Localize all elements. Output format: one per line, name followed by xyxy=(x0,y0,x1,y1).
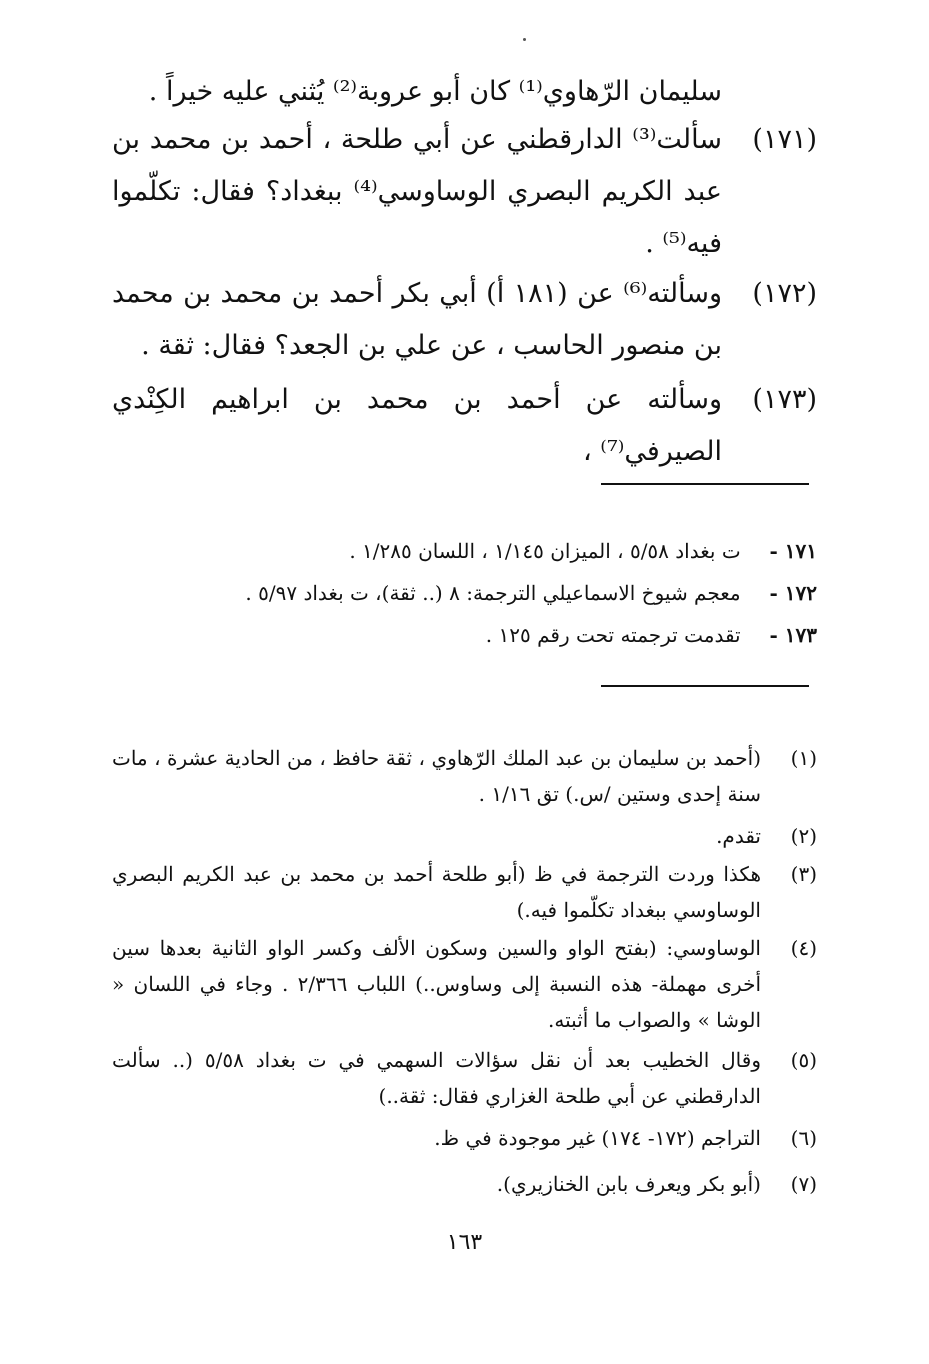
footnote-text: وقال الخطيب بعد أن نقل سؤالات السهمي في ت بغداد ٥/٥٨ (.. سألت الدارقطني عن أبي طلحة الغزاري فقال: ثقة..) xyxy=(112,1048,761,1108)
footnote-number: (١) xyxy=(790,746,817,770)
reference-173 xyxy=(112,620,817,650)
reference-text: تقدمت ترجمته تحت رقم ١٢٥ . xyxy=(485,623,741,647)
footnote-number: (٧) xyxy=(790,1172,817,1196)
footnote-number: (٢) xyxy=(790,824,817,848)
intro-line: سليمان الرّهاوي⁽¹⁾ كان أبو عروبة⁽²⁾ يُثني عليه خيراً . xyxy=(148,76,722,107)
entry-number: (١٧٢) xyxy=(752,278,817,309)
footnote-text: هكذا وردت الترجمة في ظ (أبو طلحة أحمد بن محمد بن عبد الكريم البصري الوساوسي ببغداد تكلّموا فيه.) xyxy=(112,862,761,922)
reference-number: ١٧٢ - xyxy=(769,581,817,605)
entry-text: وسألته عن أحمد بن محمد بن ابراهيم الكِنْدي الصيرفي⁽⁷⁾ ، xyxy=(112,384,722,467)
separator-rule xyxy=(601,483,809,485)
entry-text: سألت⁽³⁾ الدارقطني عن أبي طلحة ، أحمد بن محمد بن عبد الكريم البصري الوساوسي⁽⁴⁾ ببغداد؟ فقال: تكلّموا فيه⁽⁵⁾ . xyxy=(112,124,722,259)
reference-text: ت بغداد ٥/٥٨ ، الميزان ١/١٤٥ ، اللسان ١/٢٨٥ . xyxy=(349,539,741,563)
footnote-number: (٣) xyxy=(790,862,817,886)
reference-171 xyxy=(112,536,817,566)
reference-text: معجم شيوخ الاسماعيلي الترجمة: ٨ (.. ثقة)، ت بغداد ٥/٩٧ . xyxy=(245,581,741,605)
entry-number: (١٧١) xyxy=(752,124,817,155)
page-number: ١٦٣ xyxy=(446,1230,483,1255)
reference-number: ١٧١ - xyxy=(769,539,817,563)
entry-number: (١٧٣) xyxy=(752,384,817,415)
footnote-number: (٥) xyxy=(790,1048,817,1072)
footnote-text: (أبو بكر ويعرف بابن الخنازيري). xyxy=(496,1172,761,1196)
footnote-text: التراجم (١٧٢- ١٧٤) غير موجودة في ظ. xyxy=(434,1126,761,1150)
separator-rule xyxy=(601,685,809,687)
reference-number: ١٧٣ - xyxy=(769,623,817,647)
decorative-dot xyxy=(523,38,526,41)
reference-172 xyxy=(112,578,817,608)
entry-text: وسألته⁽⁶⁾ عن (١٨١ أ) أبي بكر أحمد بن محمد بن محمد بن منصور الحاسب ، عن علي بن الجعد؟ فقال: ثقة . xyxy=(112,278,722,361)
footnote-text: (أحمد بن سليمان بن عبد الملك الرّهاوي ، ثقة حافظ ، من الحادية عشرة ، مات سنة إحدى وستين /س.) تق ١/١٦ . xyxy=(112,746,761,806)
footnote-text: تقدم. xyxy=(716,824,761,848)
footnote-number: (٤) xyxy=(790,936,817,960)
footnote-number: (٦) xyxy=(790,1126,817,1150)
footnote-text: الوساوسي: (بفتح الواو والسين وسكون الألف وكسر الواو الثانية بعدها سين أخرى مهملة- هذه النسبة إلى وساوس..) اللباب ٢/٣٦٦ . وجاء في اللسان « الوشا » والصواب ما أثبته. xyxy=(112,936,762,1032)
